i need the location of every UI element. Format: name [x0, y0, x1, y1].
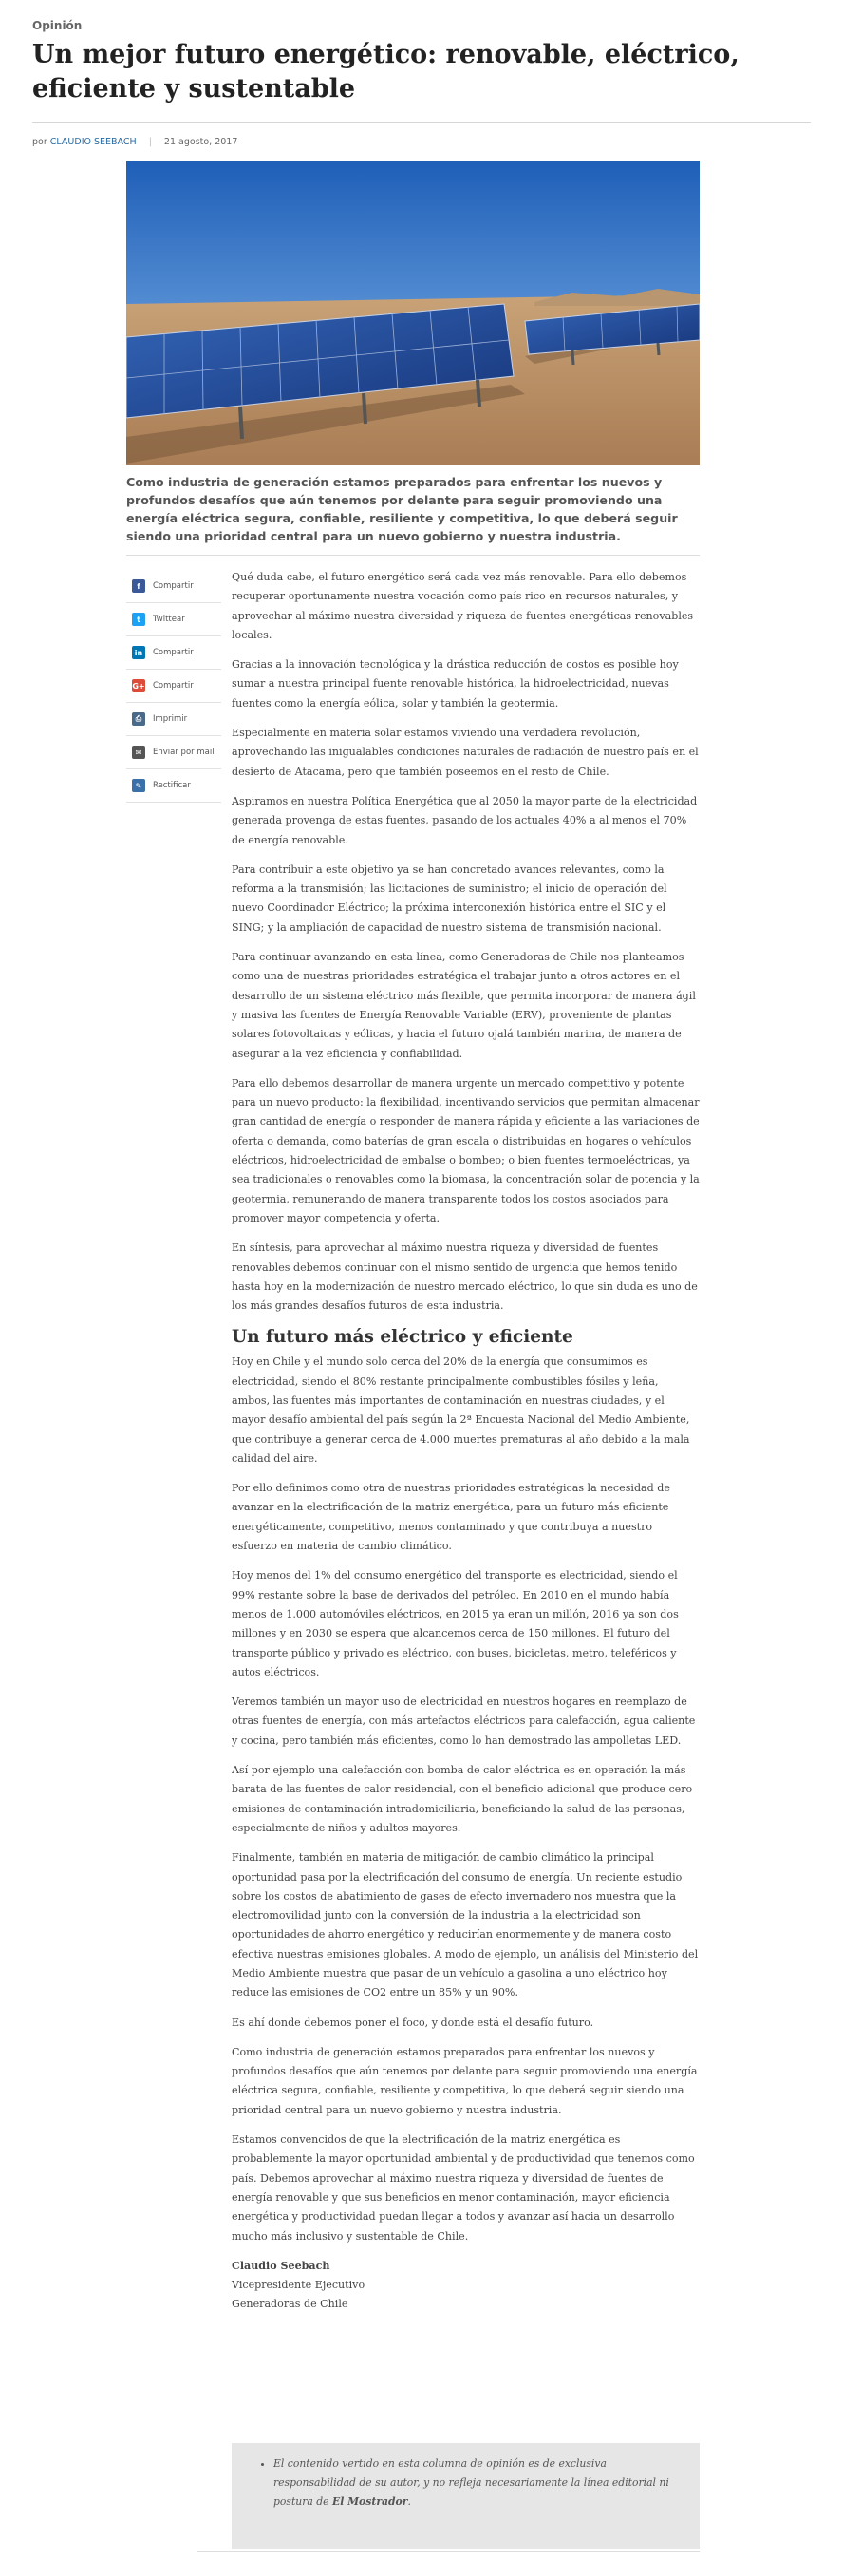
body-paragraph: Estamos convencidos de que la electrificación de la matriz energética es probablemente la mayor oportunidad ambiental y de productividad que tenemos como país. Debemos aprovechar al máximo nuestra riqueza y diversidad de fuentes de energía renovable y que sus beneficios en menor contaminación, mayor eficiencia energética y productividad puedan llegar a todos y avanzar así hacia un desarrollo mucho más inclusivo y sustentable de Chile.	[232, 2133, 695, 2243]
body-paragraph: Para contribuir a este objetivo ya se han concretado avances relevantes, como la reforma a la transmisión; las licitaciones de suministro; el inicio de operación del nuevo Coordinador Eléctrico; la próxima interconexión histórica entre el SIC y el SING; y la ampliación de capacidad de nuestro sistema de transmisión nacional.	[232, 862, 667, 934]
body-paragraph: Hoy menos del 1% del consumo energético del transporte es electricidad, siendo el 99% restante sobre la base de derivados del petróleo. En 2010 en el mundo había menos de 1.000 automóviles eléctricos, en 2015 ya eran un millón, 2016 ya son dos millones y en 2030 se espera que alcancemos cerca de 150 millones. El futuro del transporte público y privado es eléctrico, con buses, bicicletas, metro, teleféricos y autos eléctricos.	[232, 1569, 679, 1678]
signature-name: Claudio Seebach	[232, 2259, 330, 2272]
disclaimer-brand: El Mostrador	[332, 2495, 408, 2508]
disclaimer-text	[273, 2454, 677, 2511]
edit-icon: ✎	[132, 779, 145, 792]
body-paragraph: Para ello debemos desarrollar de manera urgente un mercado competitivo y potente para un nuevo producto: la flexibilidad, incentivando servicios que permitan almacenar gran cantidad de energía o responder de manera rápida y eficiente a las variaciones de oferta o demanda, como baterías de gran escala o distribuidas en hogares o vehículos eléctricos, hidroelectricidad de embalse o bombeo; o bien fuentes termoeléctricas, ya sea tradicionales o renovables como la biomasa, la concentración solar de potencia y la geotermia, remunerando de manera transparente todos los costos asociados para promover mayor competencia y oferta.	[232, 1076, 700, 1224]
share-label: Compartir	[153, 648, 194, 657]
share-print-button[interactable]	[126, 703, 221, 736]
hero-image-solar-panels	[126, 161, 700, 465]
article-lead: Como industria de generación estamos preparados para enfrentar los nuevos y profundos desafíos que aún tenemos por delante para seguir promoviendo una energía eléctrica segura, confiable, resiliente y competitiva, lo que deberá seguir siendo una prioridad central para un nuevo gobierno y nuestra industria.	[126, 475, 678, 543]
footer-divider	[197, 2551, 700, 2552]
body-paragraph: Por ello definimos como otra de nuestras prioridades estratégicas la necesidad de avanzar en la electrificación de la matriz energética, para un futuro más eficiente energéticamente, competitivo, menos contaminado y que contribuya a nuestro esfuerzo en materia de cambio climático.	[232, 1482, 670, 1553]
share-mail-button[interactable]	[126, 736, 221, 769]
body-paragraph: Veremos también un mayor uso de electricidad en nuestros hogares en reemplazo de otras fuentes de energía, con más artefactos eléctricos para calefacción, agua caliente y cocina, pero también más eficientes, como lo han demostrado las ampolletas LED.	[232, 1695, 696, 1747]
body-paragraph: Gracias a la innovación tecnológica y la drástica reducción de costos es posible hoy sumar a nuestra principal fuente renovable histórica, la hidroelectricidad, nuevas fuentes como la energía eólica, solar y también la geotermia.	[232, 658, 679, 710]
publish-date: 21 agosto, 2017	[163, 137, 238, 147]
signature-org: Generadoras de Chile	[232, 2298, 348, 2311]
byline-prefix: por	[32, 137, 47, 147]
section-heading: Un futuro más eléctrico y eficiente	[232, 1327, 573, 1348]
share-label: Rectificar	[153, 781, 191, 790]
share-label: Compartir	[153, 681, 194, 691]
disclaimer-body: El contenido vertido en esta columna de opinión es de exclusiva responsabilidad de su autor, y no refleja necesariamente la línea editorial ni postura de	[273, 2457, 669, 2508]
section-label[interactable]: Opinión	[32, 19, 83, 32]
google-plus-icon: G+	[132, 679, 145, 692]
share-facebook-button[interactable]	[126, 570, 221, 603]
body-paragraph: Especialmente en materia solar estamos viviendo una verdadera revolución, aprovechando las inigualables condiciones naturales de radiación de nuestro país en el desierto de Atacama, pero que también poseemos en el resto de Chile.	[232, 727, 699, 778]
lead-divider	[126, 555, 700, 556]
share-label: Imprimir	[153, 714, 188, 724]
share-twitter-button[interactable]	[126, 603, 221, 636]
body-paragraph: Aspiramos en nuestra Política Energética que al 2050 la mayor parte de la electricidad generada provenga de estas fuentes, pasando de los actuales 40% a al menos el 70% de energía renovable.	[232, 794, 698, 846]
share-edit-button[interactable]	[126, 769, 221, 803]
facebook-icon: f	[132, 579, 145, 593]
article-body	[232, 568, 700, 2315]
body-paragraph: En síntesis, para aprovechar al máximo nuestra riqueza y diversidad de fuentes renovables debemos continuar con el mismo sentido de urgencia que hemos tenido hasta hoy en la modernización de nuestro mercado eléctrico, lo que sin duda es uno de los más grandes desafíos futuros de esta industria.	[232, 1241, 698, 1313]
byline-separator: |	[148, 137, 152, 147]
print-icon: ⎙	[132, 712, 145, 726]
disclaimer-end: .	[407, 2495, 411, 2508]
share-toolbar	[126, 570, 221, 803]
twitter-icon: t	[132, 613, 145, 626]
body-paragraph: Como industria de generación estamos preparados para enfrentar los nuevos y profundos desafíos que aún tenemos por delante para seguir promoviendo una energía eléctrica segura, confiable, resiliente y competitiva, lo que deberá seguir siendo una prioridad central para un nuevo gobierno y nuestra industria.	[232, 2045, 698, 2116]
body-paragraph: Para continuar avanzando en esta línea, como Generadoras de Chile nos planteamos como una de nuestras prioridades estratégica el trabajar junto a otros actores en el desarrollo de un sistema eléctrico más flexible, que permita incorporar de manera ágil y masiva las fuentes de Energía Renovable Variable (ERV), proveniente de plantas solares fotovoltaicas y eólicas, y hacia el futuro ojalá también marina, de manera de asegurar a la vez eficiencia y confiabilidad.	[232, 951, 696, 1060]
body-paragraph: Es ahí donde debemos poner el foco, y donde está el desafío futuro.	[232, 2016, 594, 2029]
body-paragraph: Hoy en Chile y el mundo solo cerca del 20% de la energía que consumimos es electricidad, siendo el 80% restante principalmente combustibles fósiles y leña, ambos, las fuentes más importantes de contaminación en nuestras ciudades, y el mayor desafío ambiental del país según la 2ª Encuesta Nacional del Medio Ambiente, que contribuye a generar cerca de 4.000 muertes prematuras al año debido a la mala calidad del aire.	[232, 1355, 690, 1465]
author-link[interactable]: CLAUDIO SEEBACH	[49, 137, 137, 147]
body-paragraph: Finalmente, también en materia de mitigación de cambio climático la principal oportunidad pasa por la electrificación del consumo de energía. Un reciente estudio sobre los costos de abatimiento de gases de efecto invernadero nos muestra que la electromovilidad junto con la conversión de la industria a la electricidad son oportunidades de ahorro energético y reducirían enormemente y de manera costo efectiva nuestras emisiones globales. A modo de ejemplo, un análisis del Ministerio del Medio Ambiente muestra que pasar de un vehículo a gasolina a uno eléctrico hoy reduce las emisiones de CO2 entre un 85% y un 90%.	[232, 1851, 699, 1999]
share-linkedin-button[interactable]	[126, 636, 221, 670]
disclaimer-box	[232, 2443, 700, 2549]
body-paragraph: Así por ejemplo una calefacción con bomba de calor eléctrica es en operación la más barata de las fuentes de calor residencial, con el beneficio adicional que produce cero emisiones de contaminación intradomiciliaria, beneficiando la salud de las personas, especialmente de niños y adultos mayores.	[232, 1764, 693, 1834]
article-headline: Un mejor futuro energético: renovable, eléctrico, eficiente y sustentable	[32, 40, 740, 104]
signature-role: Vicepresidente Ejecutivo	[232, 2279, 365, 2292]
body-paragraph: Qué duda cabe, el futuro energético será cada vez más renovable. Para ello debemos recuperar oportunamente nuestra vocación como país rico en recursos naturales, y aprovechar al máximo nuestra diversidad y riqueza de fuentes energéticas renovables locales.	[232, 571, 694, 641]
linkedin-icon: in	[132, 646, 145, 659]
share-label: Enviar por mail	[153, 748, 215, 757]
share-label: Twittear	[153, 615, 185, 624]
share-label: Compartir	[153, 581, 194, 591]
share-google-plus-button[interactable]	[126, 670, 221, 703]
byline	[32, 137, 237, 147]
mail-icon: ✉	[132, 746, 145, 759]
author-signature	[232, 2257, 700, 2315]
header-divider	[32, 122, 811, 123]
